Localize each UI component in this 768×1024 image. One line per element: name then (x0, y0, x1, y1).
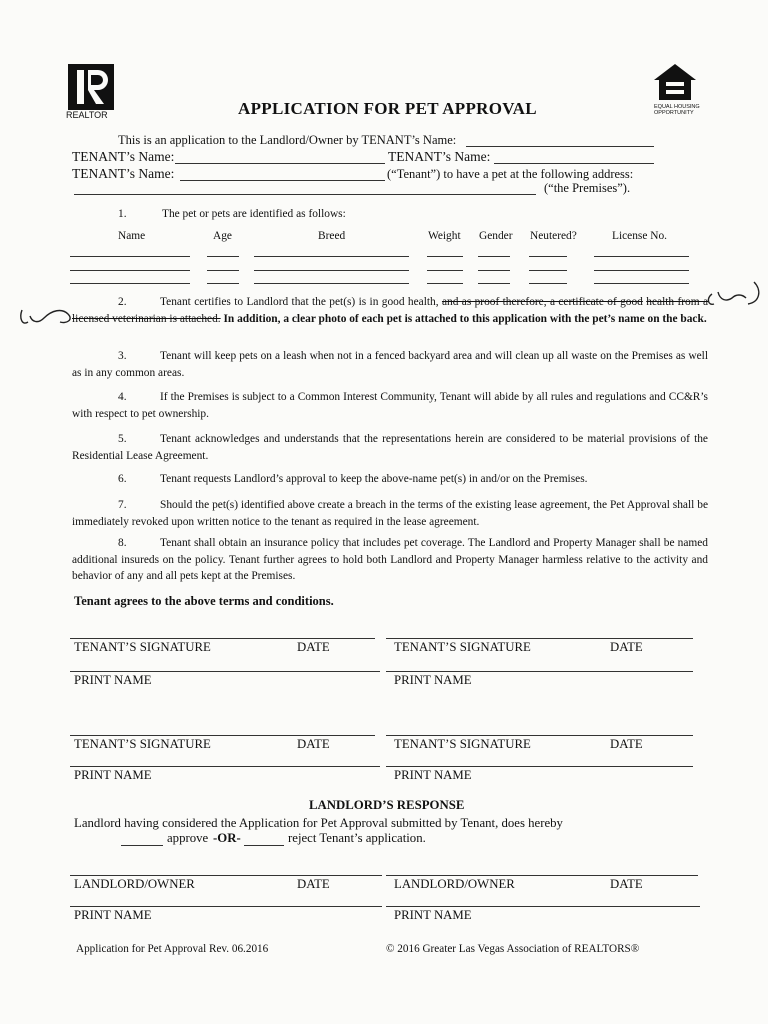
intro-line: This is an application to the Landlord/Owner by TENANT’s Name: (118, 133, 457, 147)
tenant-name-line-3[interactable] (494, 163, 654, 164)
item-5 (72, 431, 708, 464)
page-title: APPLICATION FOR PET APPROVAL (238, 99, 537, 118)
realtor-label: REALTOR (66, 110, 108, 120)
col-age: Age (213, 230, 232, 242)
reject-blank[interactable] (244, 845, 284, 846)
reject-label: reject Tenant’s application. (288, 831, 426, 845)
item-3-number: 3. (118, 350, 127, 362)
tenant-signature-label: TENANT’S SIGNATURE (74, 737, 211, 751)
col-weight: Weight (428, 230, 461, 242)
footer-copyright: © 2016 Greater Las Vegas Association of REALTORS® (386, 943, 640, 955)
item-8 (72, 535, 708, 585)
equal-housing-text: EQUAL HOUSING OPPORTUNITY (654, 104, 700, 116)
realtor-r-icon (68, 64, 114, 110)
item-5-number: 5. (118, 433, 127, 445)
col-gender: Gender (479, 230, 513, 242)
print-name-line[interactable] (386, 906, 700, 907)
tenant-signature-line[interactable] (70, 735, 375, 736)
tenant-name-label: TENANT’s Name: (72, 149, 175, 164)
tenant-signature-label: TENANT’S SIGNATURE (74, 640, 211, 654)
item-1-number: 1. (118, 208, 127, 220)
tenant-name-label: TENANT’s Name: (72, 166, 175, 181)
item-7-text: Should the pet(s) identified above create a breach in the terms of the existing lease agreement, the Pet Approval shall be immediately revoked upon written notice to the tenant as required in the lease agreement. (72, 499, 708, 528)
print-name-label: PRINT NAME (394, 768, 472, 782)
print-name-line[interactable] (70, 766, 380, 767)
landlord-owner-label: LANDLORD/OWNER (394, 877, 515, 891)
print-name-line[interactable] (70, 671, 380, 672)
print-name-label: PRINT NAME (74, 768, 152, 782)
pets-intro: The pet or pets are identified as follows: (162, 208, 346, 220)
address-line[interactable] (74, 194, 536, 195)
approve-label: approve (167, 831, 209, 845)
col-breed: Breed (318, 230, 346, 242)
realtor-logo (68, 64, 114, 110)
date-label: DATE (610, 877, 643, 891)
item-3-text: Tenant will keep pets on a leash when not in a fenced backyard area and will clean up all waste on the Premises as well as in any common areas. (72, 350, 708, 379)
item-6 (72, 471, 708, 488)
premises-label: (“the Premises”). (544, 181, 631, 195)
item-2-strikethrough-1: and as proof therefore, a certificate of good (441, 296, 643, 308)
item-2-strikethrough-2: health from a licensed veterinarian is attached. (72, 296, 709, 325)
tenant-signature-line[interactable] (386, 638, 693, 639)
print-name-label: PRINT NAME (74, 908, 152, 922)
approve-blank[interactable] (121, 845, 163, 846)
print-name-label: PRINT NAME (394, 673, 472, 687)
tenant-signature-line[interactable] (386, 735, 693, 736)
item-6-text: Tenant requests Landlord’s approval to keep the above-name pet(s) in and/or on the Premises. (160, 473, 588, 485)
item-2-number: 2. (118, 296, 127, 308)
item-2 (72, 294, 708, 327)
print-name-line[interactable] (386, 671, 693, 672)
item-7 (72, 497, 708, 530)
item-4-text: If the Premises is subject to a Common Interest Community, Tenant will abide by all rules and regulations and CC&R’s with respect to pet ownership. (72, 391, 708, 420)
footer-revision: Application for Pet Approval Rev. 06.2016 (76, 943, 269, 955)
handwritten-initial-right-icon (702, 276, 766, 312)
tenant-name-label: TENANT’s Name: (388, 149, 491, 164)
tenant-signature-line[interactable] (70, 638, 375, 639)
item-8-number: 8. (118, 537, 127, 549)
col-neutered: Neutered? (530, 230, 577, 242)
date-label: DATE (610, 737, 643, 751)
date-label: DATE (610, 640, 643, 654)
item-8-text: Tenant shall obtain an insurance policy that includes pet coverage. The Landlord and Property Manager shall be named additional insureds on the policy. Tenant further agrees to hold both Landlord and Property Manager harmless relative to the activity and behavior of any and all pets kept at the Premises. (72, 537, 708, 582)
equal-housing-logo (652, 62, 698, 102)
date-label: DATE (297, 737, 330, 751)
item-2-text: Tenant certifies to Landlord that the pet(s) is in good health, (160, 296, 439, 308)
or-label: -OR- (213, 831, 241, 845)
agree-statement: Tenant agrees to the above terms and conditions. (74, 594, 334, 608)
landlord-signature-line[interactable] (386, 875, 698, 876)
landlord-owner-label: LANDLORD/OWNER (74, 877, 195, 891)
print-name-line[interactable] (386, 766, 693, 767)
date-label: DATE (297, 877, 330, 891)
col-license: License No. (612, 230, 668, 242)
print-name-line[interactable] (70, 906, 382, 907)
tenant-name-line-4[interactable] (180, 180, 385, 181)
landlord-signature-line[interactable] (70, 875, 382, 876)
equal-housing-icon (652, 62, 698, 102)
item-2-bold-text: In addition, a clear photo of each pet is attached to this application with the pet’s name on the back. (223, 312, 707, 325)
tenant-signature-label: TENANT’S SIGNATURE (394, 737, 531, 751)
landlord-heading: LANDLORD’S RESPONSE (309, 798, 465, 812)
item-4-number: 4. (118, 391, 127, 403)
item-5-text: Tenant acknowledges and understands that the representations herein are considered to be material provisions of the Residential Lease Agreement. (72, 433, 708, 462)
handwritten-initial-left-icon (16, 296, 76, 330)
tenant-name-line-2[interactable] (175, 163, 385, 164)
print-name-label: PRINT NAME (394, 908, 472, 922)
date-label: DATE (297, 640, 330, 654)
landlord-statement: Landlord having considered the Application for Pet Approval submitted by Tenant, does hereby (74, 816, 563, 830)
tenant-quote: (“Tenant”) to have a pet at the following address: (387, 167, 634, 181)
tenant-name-line-1[interactable] (466, 146, 654, 147)
item-6-number: 6. (118, 473, 127, 485)
tenant-signature-label: TENANT’S SIGNATURE (394, 640, 531, 654)
item-7-number: 7. (118, 499, 127, 511)
item-3 (72, 348, 708, 381)
item-4 (72, 389, 708, 422)
print-name-label: PRINT NAME (74, 673, 152, 687)
col-name: Name (118, 230, 146, 242)
